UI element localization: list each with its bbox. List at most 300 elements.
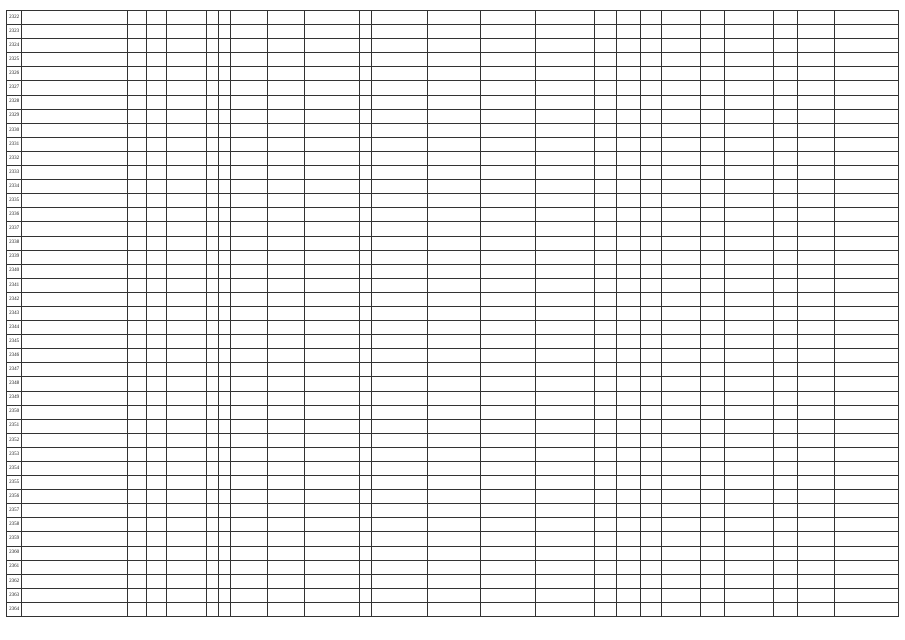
table-cell bbox=[773, 109, 797, 123]
table-cell bbox=[616, 292, 640, 306]
table-cell bbox=[535, 278, 594, 292]
table-cell bbox=[835, 264, 899, 278]
table-cell bbox=[372, 349, 428, 363]
table-cell bbox=[773, 180, 797, 194]
table-cell bbox=[360, 476, 372, 490]
table-row bbox=[7, 462, 899, 476]
table-cell bbox=[535, 180, 594, 194]
row-number: 2347 bbox=[7, 363, 22, 377]
table-cell bbox=[535, 151, 594, 165]
table-cell bbox=[206, 490, 218, 504]
table-cell bbox=[218, 504, 230, 518]
table-cell bbox=[230, 250, 267, 264]
table-cell bbox=[661, 264, 700, 278]
table-cell bbox=[428, 602, 481, 616]
table-cell bbox=[725, 292, 773, 306]
table-cell bbox=[641, 264, 662, 278]
table-cell bbox=[701, 25, 725, 39]
table-cell bbox=[797, 292, 834, 306]
table-cell bbox=[535, 11, 594, 25]
table-cell bbox=[594, 306, 616, 320]
table-cell bbox=[230, 39, 267, 53]
table-cell bbox=[206, 123, 218, 137]
table-cell bbox=[701, 447, 725, 461]
table-cell bbox=[218, 236, 230, 250]
table-cell bbox=[360, 363, 372, 377]
table-cell bbox=[535, 476, 594, 490]
table-cell bbox=[268, 180, 305, 194]
table-cell bbox=[268, 236, 305, 250]
table-cell bbox=[641, 504, 662, 518]
table-cell bbox=[428, 39, 481, 53]
table-cell bbox=[616, 123, 640, 137]
table-cell bbox=[797, 151, 834, 165]
table-cell bbox=[167, 560, 206, 574]
table-cell bbox=[305, 490, 360, 504]
table-row bbox=[7, 236, 899, 250]
table-cell bbox=[218, 560, 230, 574]
table-cell bbox=[428, 462, 481, 476]
table-cell bbox=[360, 377, 372, 391]
table-cell bbox=[206, 476, 218, 490]
table-cell bbox=[641, 321, 662, 335]
table-cell bbox=[594, 391, 616, 405]
table-cell bbox=[701, 236, 725, 250]
address-cell bbox=[22, 292, 127, 306]
table-cell bbox=[206, 236, 218, 250]
table-cell bbox=[218, 462, 230, 476]
row-number: 2322 bbox=[7, 11, 22, 25]
row-number: 2332 bbox=[7, 151, 22, 165]
table-cell bbox=[147, 11, 167, 25]
table-cell bbox=[797, 137, 834, 151]
table-cell bbox=[127, 180, 147, 194]
address-cell bbox=[22, 546, 127, 560]
table-cell bbox=[616, 25, 640, 39]
table-cell bbox=[147, 180, 167, 194]
table-cell bbox=[305, 377, 360, 391]
table-cell bbox=[797, 123, 834, 137]
table-cell bbox=[835, 53, 899, 67]
table-cell bbox=[428, 335, 481, 349]
table-cell bbox=[725, 532, 773, 546]
table-cell bbox=[701, 532, 725, 546]
table-cell bbox=[167, 363, 206, 377]
table-cell bbox=[797, 518, 834, 532]
table-cell bbox=[127, 123, 147, 137]
table-cell bbox=[206, 447, 218, 461]
table-cell bbox=[701, 546, 725, 560]
table-cell bbox=[773, 391, 797, 405]
table-cell bbox=[268, 95, 305, 109]
table-cell bbox=[218, 180, 230, 194]
table-row bbox=[7, 532, 899, 546]
table-cell bbox=[835, 278, 899, 292]
table-cell bbox=[725, 166, 773, 180]
table-cell bbox=[218, 518, 230, 532]
table-cell bbox=[641, 278, 662, 292]
row-number: 2345 bbox=[7, 335, 22, 349]
table-cell bbox=[725, 588, 773, 602]
table-row bbox=[7, 95, 899, 109]
table-cell bbox=[480, 123, 535, 137]
table-cell bbox=[797, 363, 834, 377]
table-cell bbox=[535, 292, 594, 306]
table-cell bbox=[535, 306, 594, 320]
table-cell bbox=[797, 67, 834, 81]
table-cell bbox=[773, 419, 797, 433]
table-cell bbox=[206, 588, 218, 602]
table-cell bbox=[616, 490, 640, 504]
table-cell bbox=[305, 81, 360, 95]
table-cell bbox=[360, 349, 372, 363]
table-cell bbox=[167, 335, 206, 349]
table-cell bbox=[661, 504, 700, 518]
table-cell bbox=[147, 462, 167, 476]
table-cell bbox=[773, 560, 797, 574]
table-cell bbox=[230, 349, 267, 363]
table-cell bbox=[616, 306, 640, 320]
table-cell bbox=[480, 405, 535, 419]
table-cell bbox=[360, 335, 372, 349]
table-cell bbox=[701, 391, 725, 405]
table-cell bbox=[147, 151, 167, 165]
table-cell bbox=[797, 335, 834, 349]
table-cell bbox=[305, 391, 360, 405]
table-cell bbox=[305, 476, 360, 490]
address-cell bbox=[22, 250, 127, 264]
table-cell bbox=[428, 377, 481, 391]
table-cell bbox=[797, 349, 834, 363]
table-cell bbox=[305, 532, 360, 546]
table-cell bbox=[616, 278, 640, 292]
table-row bbox=[7, 490, 899, 504]
table-cell bbox=[701, 250, 725, 264]
table-cell bbox=[725, 349, 773, 363]
table-cell bbox=[127, 292, 147, 306]
table-cell bbox=[360, 222, 372, 236]
table-row bbox=[7, 208, 899, 222]
table-cell bbox=[661, 278, 700, 292]
table-cell bbox=[372, 278, 428, 292]
table-cell bbox=[661, 11, 700, 25]
table-cell bbox=[428, 250, 481, 264]
table-cell bbox=[480, 250, 535, 264]
table-cell bbox=[535, 532, 594, 546]
table-cell bbox=[535, 109, 594, 123]
table-cell bbox=[797, 166, 834, 180]
table-cell bbox=[594, 546, 616, 560]
table-cell bbox=[535, 447, 594, 461]
table-cell bbox=[701, 53, 725, 67]
table-cell bbox=[147, 335, 167, 349]
table-cell bbox=[147, 278, 167, 292]
address-cell bbox=[22, 447, 127, 461]
table-cell bbox=[206, 433, 218, 447]
table-cell bbox=[616, 532, 640, 546]
table-cell bbox=[616, 377, 640, 391]
table-cell bbox=[835, 588, 899, 602]
table-cell bbox=[167, 292, 206, 306]
table-cell bbox=[725, 504, 773, 518]
table-cell bbox=[661, 39, 700, 53]
table-cell bbox=[594, 123, 616, 137]
table-cell bbox=[725, 81, 773, 95]
table-cell bbox=[230, 447, 267, 461]
table-row bbox=[7, 137, 899, 151]
table-cell bbox=[360, 109, 372, 123]
table-cell bbox=[480, 363, 535, 377]
table-cell bbox=[268, 123, 305, 137]
table-row bbox=[7, 447, 899, 461]
table-cell bbox=[218, 123, 230, 137]
table-cell bbox=[428, 405, 481, 419]
table-cell bbox=[127, 151, 147, 165]
table-cell bbox=[428, 194, 481, 208]
table-cell bbox=[360, 490, 372, 504]
table-cell bbox=[773, 433, 797, 447]
table-cell bbox=[773, 137, 797, 151]
table-cell bbox=[372, 53, 428, 67]
table-cell bbox=[147, 391, 167, 405]
table-cell bbox=[797, 433, 834, 447]
table-cell bbox=[268, 25, 305, 39]
table-cell bbox=[701, 151, 725, 165]
table-cell bbox=[797, 81, 834, 95]
table-cell bbox=[480, 335, 535, 349]
table-cell bbox=[725, 264, 773, 278]
table-cell bbox=[147, 264, 167, 278]
table-cell bbox=[268, 504, 305, 518]
table-cell bbox=[835, 137, 899, 151]
table-cell bbox=[360, 208, 372, 222]
table-cell bbox=[147, 476, 167, 490]
table-cell bbox=[127, 602, 147, 616]
table-cell bbox=[230, 278, 267, 292]
table-cell bbox=[147, 602, 167, 616]
table-cell bbox=[127, 67, 147, 81]
table-cell bbox=[480, 518, 535, 532]
table-cell bbox=[594, 560, 616, 574]
table-cell bbox=[797, 405, 834, 419]
table-cell bbox=[535, 81, 594, 95]
table-cell bbox=[701, 166, 725, 180]
table-cell bbox=[835, 363, 899, 377]
table-cell bbox=[428, 363, 481, 377]
table-cell bbox=[616, 166, 640, 180]
table-cell bbox=[147, 95, 167, 109]
table-cell bbox=[428, 222, 481, 236]
table-cell bbox=[206, 462, 218, 476]
table-cell bbox=[428, 447, 481, 461]
table-cell bbox=[535, 208, 594, 222]
table-cell bbox=[701, 180, 725, 194]
table-cell bbox=[230, 306, 267, 320]
table-cell bbox=[616, 405, 640, 419]
table-cell bbox=[701, 222, 725, 236]
table-cell bbox=[535, 391, 594, 405]
table-cell bbox=[641, 292, 662, 306]
table-cell bbox=[797, 490, 834, 504]
table-cell bbox=[773, 447, 797, 461]
table-cell bbox=[797, 504, 834, 518]
table-cell bbox=[360, 447, 372, 461]
table-cell bbox=[360, 292, 372, 306]
table-row bbox=[7, 151, 899, 165]
table-cell bbox=[535, 222, 594, 236]
table-cell bbox=[360, 264, 372, 278]
table-cell bbox=[701, 476, 725, 490]
table-cell bbox=[360, 433, 372, 447]
table-cell bbox=[127, 39, 147, 53]
table-cell bbox=[372, 560, 428, 574]
table-cell bbox=[480, 180, 535, 194]
table-cell bbox=[661, 560, 700, 574]
table-cell bbox=[480, 433, 535, 447]
table-cell bbox=[167, 81, 206, 95]
table-cell bbox=[641, 250, 662, 264]
table-row bbox=[7, 321, 899, 335]
table-cell bbox=[641, 236, 662, 250]
table-cell bbox=[835, 321, 899, 335]
document-sheet bbox=[6, 10, 899, 617]
table-cell bbox=[167, 208, 206, 222]
table-cell bbox=[480, 194, 535, 208]
table-cell bbox=[773, 250, 797, 264]
table-cell bbox=[594, 433, 616, 447]
table-cell bbox=[641, 137, 662, 151]
table-cell bbox=[127, 546, 147, 560]
table-cell bbox=[535, 137, 594, 151]
table-cell bbox=[167, 504, 206, 518]
table-cell bbox=[480, 166, 535, 180]
table-cell bbox=[206, 208, 218, 222]
row-number: 2327 bbox=[7, 81, 22, 95]
table-cell bbox=[535, 363, 594, 377]
table-cell bbox=[797, 39, 834, 53]
table-cell bbox=[725, 335, 773, 349]
table-cell bbox=[127, 236, 147, 250]
table-cell bbox=[268, 349, 305, 363]
table-cell bbox=[360, 151, 372, 165]
table-cell bbox=[616, 11, 640, 25]
table-cell bbox=[797, 560, 834, 574]
table-cell bbox=[641, 560, 662, 574]
table-cell bbox=[773, 602, 797, 616]
table-cell bbox=[147, 447, 167, 461]
table-cell bbox=[641, 405, 662, 419]
table-cell bbox=[641, 25, 662, 39]
table-cell bbox=[360, 250, 372, 264]
table-cell bbox=[360, 602, 372, 616]
table-cell bbox=[206, 518, 218, 532]
table-cell bbox=[616, 335, 640, 349]
table-cell bbox=[594, 166, 616, 180]
table-cell bbox=[167, 11, 206, 25]
row-number: 2356 bbox=[7, 490, 22, 504]
table-cell bbox=[147, 306, 167, 320]
table-cell bbox=[268, 194, 305, 208]
table-cell bbox=[773, 123, 797, 137]
table-cell bbox=[641, 476, 662, 490]
table-cell bbox=[305, 462, 360, 476]
table-cell bbox=[661, 391, 700, 405]
table-cell bbox=[725, 462, 773, 476]
table-cell bbox=[218, 476, 230, 490]
table-cell bbox=[835, 166, 899, 180]
table-cell bbox=[218, 349, 230, 363]
table-cell bbox=[127, 447, 147, 461]
table-cell bbox=[206, 11, 218, 25]
table-cell bbox=[701, 264, 725, 278]
table-cell bbox=[594, 321, 616, 335]
table-cell bbox=[230, 137, 267, 151]
table-cell bbox=[428, 532, 481, 546]
table-cell bbox=[797, 419, 834, 433]
table-cell bbox=[535, 588, 594, 602]
table-cell bbox=[230, 490, 267, 504]
table-cell bbox=[230, 180, 267, 194]
table-cell bbox=[428, 588, 481, 602]
table-cell bbox=[230, 363, 267, 377]
address-cell bbox=[22, 194, 127, 208]
table-cell bbox=[773, 532, 797, 546]
table-cell bbox=[480, 349, 535, 363]
table-cell bbox=[797, 546, 834, 560]
table-cell bbox=[641, 335, 662, 349]
table-cell bbox=[535, 250, 594, 264]
table-cell bbox=[147, 194, 167, 208]
table-cell bbox=[147, 292, 167, 306]
table-cell bbox=[594, 137, 616, 151]
table-cell bbox=[594, 292, 616, 306]
table-cell bbox=[428, 518, 481, 532]
table-cell bbox=[372, 81, 428, 95]
address-cell bbox=[22, 419, 127, 433]
table-cell bbox=[268, 546, 305, 560]
table-cell bbox=[725, 123, 773, 137]
table-cell bbox=[127, 433, 147, 447]
table-cell bbox=[701, 81, 725, 95]
table-cell bbox=[268, 602, 305, 616]
table-cell bbox=[167, 53, 206, 67]
table-row bbox=[7, 250, 899, 264]
table-cell bbox=[268, 447, 305, 461]
table-cell bbox=[305, 109, 360, 123]
table-cell bbox=[835, 236, 899, 250]
table-cell bbox=[725, 560, 773, 574]
table-cell bbox=[535, 462, 594, 476]
table-cell bbox=[230, 208, 267, 222]
table-cell bbox=[594, 11, 616, 25]
table-cell bbox=[535, 433, 594, 447]
table-cell bbox=[725, 208, 773, 222]
table-cell bbox=[360, 462, 372, 476]
table-cell bbox=[147, 39, 167, 53]
table-cell bbox=[428, 306, 481, 320]
table-cell bbox=[535, 560, 594, 574]
table-cell bbox=[480, 602, 535, 616]
table-cell bbox=[372, 419, 428, 433]
table-cell bbox=[616, 67, 640, 81]
table-cell bbox=[661, 602, 700, 616]
table-cell bbox=[835, 67, 899, 81]
table-cell bbox=[480, 532, 535, 546]
table-cell bbox=[218, 194, 230, 208]
table-cell bbox=[725, 53, 773, 67]
table-cell bbox=[372, 67, 428, 81]
table-cell bbox=[616, 363, 640, 377]
